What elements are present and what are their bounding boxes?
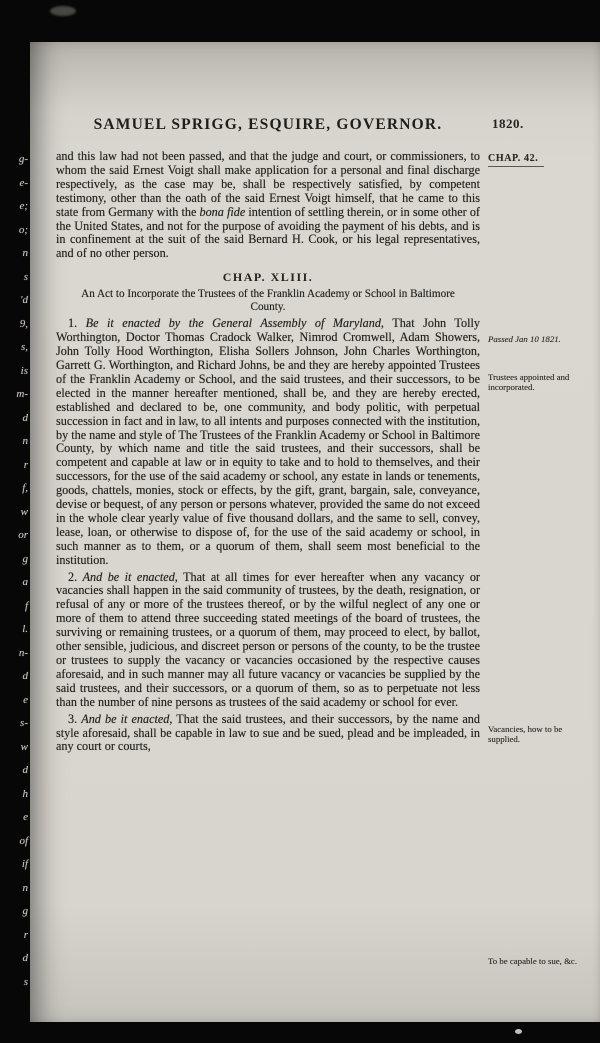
edge-fragment: s, <box>20 341 28 353</box>
edge-fragment: 'd <box>20 294 28 306</box>
text-segment: That at all times for ever hereafter when any vacancy or vacancies shall happen in the said community of trustees, by the death, resignation, or refusal of any or more of the trustees thereof, or by the wilful neglect of any one or more of them to attend three succeeding stated meetings of the board of trustees, the surviving or remaining trustees, or a quorum of them, may proceed to elect, by ballot, other sensible, judicious, and discreet person or persons of the county, to be the trustee or trustees to supply the vacancy or vacancies occasioned by the respective causes aforesaid, and in such manner may all future vacancy or vacancies be supplied by the said trustees, and their successors, or a quorum of them, so as to perpetuate not less than the number of nine persons as trustees of the said academy or school for ever. <box>56 569 480 709</box>
edge-fragment: w <box>20 505 28 518</box>
margin-note-passed-date: Passed Jan 10 1821. <box>488 334 561 344</box>
edge-fragment: d <box>22 411 28 424</box>
text-segment: That the said trustees, and their successors, by the name and style aforesaid, shall be capable in law to sue and be sued, plead and be impleaded, in any court or courts, <box>56 711 480 754</box>
page-header-year: 1820. <box>492 116 524 131</box>
scan-smudge <box>50 6 76 16</box>
edge-fragment: g- <box>18 153 28 165</box>
edge-fragment: e <box>23 811 28 823</box>
edge-fragment: s- <box>20 717 28 729</box>
edge-fragment: g <box>22 552 28 565</box>
edge-fragment: h <box>22 787 28 800</box>
scan-speck <box>515 1029 522 1034</box>
section-2-paragraph <box>56 571 480 710</box>
edge-fragment: n <box>22 881 28 894</box>
edge-fragment: e; <box>19 200 28 212</box>
margin-note-trustees: Trustees appointed and incorporated. <box>488 372 570 393</box>
edge-fragment: or <box>18 529 28 541</box>
edge-fragment: if <box>21 858 28 870</box>
italic-text-segment: bona fide <box>199 204 246 219</box>
edge-fragment: s <box>23 270 28 283</box>
margin-note-vacancies: Vacancies, how to be supplied. <box>488 724 563 745</box>
edge-fragment: 9, <box>19 317 28 330</box>
text-segment: and this law had not been passed, and that the judge and court, or commissioners, to whom the said Ernest Voigt shall make application for a personal and final discharge respectively, as the case may be, shall be respectively satisfied, by competent testimony, other than the oath of the said Ernest Voigt himself, that he came to this state from Germany with the <box>56 149 480 219</box>
edge-fragment: n- <box>18 646 28 659</box>
italic-text-segment: And be it enacted, <box>82 569 178 584</box>
act-title: An Act to Incorporate the Trustees of the Franklin Academy or School in Baltimore County. <box>81 288 455 314</box>
edge-fragment: n <box>22 435 28 447</box>
edge-fragment: d <box>22 670 28 682</box>
text-segment: 1. <box>68 316 86 331</box>
edge-fragment: o; <box>18 223 28 236</box>
section-1-paragraph <box>56 317 480 567</box>
text-segment: That John Tolly Worthington, Doctor Thomas Cradock Walker, Nimrod Cromwell, Adam Showers, John Tolly Hood Worthington, Elisha Sollers Johnson, John Charles Worthington, Garrett G. Worthington, and Richard Johns, be and they are hereby appointed Trustees of the Franklin Academy or School, and the said trustees, and their successors, to be elected in the manner hereafter mentioned, shall be, and they are hereby erected, established and declared to be, one community, and body politic, with perpetual succession in fact and in law, to all intents and purposes connected with the institution, by the name and style of The Trustees of the Franklin Academy or School in Baltimore County, by which name and title the said trustees, and their successors, shall be competent and capable at law or in equity to take and to hold to themselves, and their successors, for the use of the said academy or school, any estate in lands or tenements, goods, chattels, monies, stock or effects, by the gift, grant, bargain, sale, conveyance, devise or bequest, of any person or persons whatever, provided the same do not exceed in the whole clear yearly value of five thousand dollars, and the same to sell, convey, lease, loan, or otherwise to dispose of, for the use of the said academy or school, in such manner as to them, or a quorum of them, shall seem most beneficial to the institution. <box>56 316 480 567</box>
edge-fragment: a <box>22 576 28 588</box>
margin-note-capable: To be capable to sue, &c. <box>488 956 578 966</box>
section-3-paragraph <box>56 713 480 755</box>
edge-fragment: is <box>20 364 28 377</box>
text-segment: intention of settling therein, or in some other of the United States, and not for the purpose of avoiding the payment of his debts, and is in confinement at the suit of the said Bernard H. Cook, or his legal representatives, and of no other person. <box>56 204 480 261</box>
edge-fragment: n <box>22 247 28 259</box>
text-area <box>30 42 578 966</box>
edge-fragment: g <box>22 905 28 917</box>
edge-fragment: f <box>24 599 28 612</box>
edge-fragment: l. <box>22 623 28 635</box>
edge-fragment: of <box>19 834 28 847</box>
edge-fragment: d <box>22 764 28 776</box>
edge-fragment: e <box>23 693 28 706</box>
scanned-page <box>30 42 600 1022</box>
edge-fragment: m- <box>16 388 28 400</box>
edge-fragment: d <box>22 952 28 964</box>
edge-fragment: r <box>23 928 28 941</box>
left-edge-fragments <box>2 148 28 994</box>
margin-note-chapter-number: CHAP. 42. <box>488 154 544 167</box>
chapter-heading: CHAP. XLIII. <box>222 270 314 285</box>
edge-fragment: r <box>23 458 28 471</box>
edge-fragment: e- <box>19 176 28 189</box>
chap42-continuation-paragraph <box>56 150 480 261</box>
text-segment: 3. <box>68 711 82 726</box>
edge-fragment: s <box>23 975 28 988</box>
page-header-title: SAMUEL SPRIGG, ESQUIRE, GOVERNOR. <box>93 116 443 133</box>
text-segment: 2. <box>68 569 83 584</box>
italic-text-segment: Be it enacted by the General Assembly of Maryland, <box>85 316 384 331</box>
edge-fragment: w <box>20 740 28 753</box>
italic-text-segment: And be it enacted, <box>81 711 173 726</box>
edge-fragment: f, <box>22 482 28 494</box>
